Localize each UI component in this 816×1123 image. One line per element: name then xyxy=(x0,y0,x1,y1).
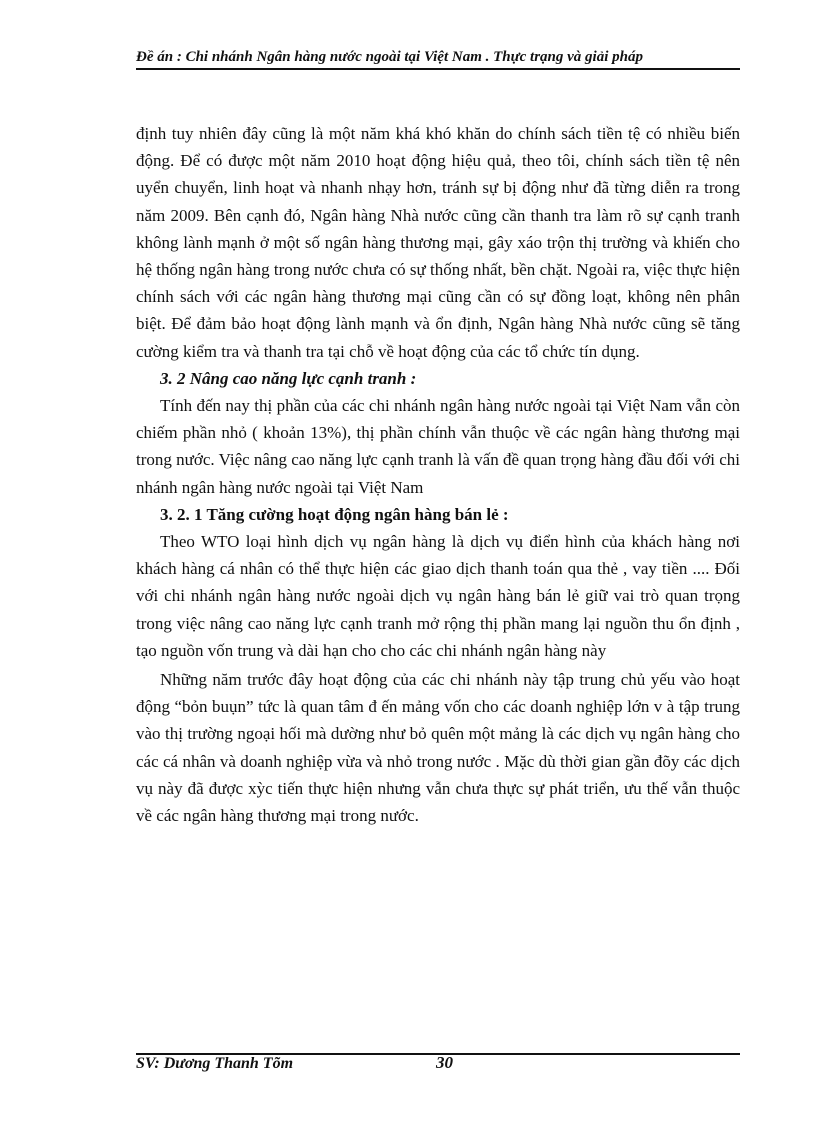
section-heading-3-2: 3. 2 Nâng cao năng lực cạnh tranh : xyxy=(160,368,417,388)
header-divider xyxy=(136,68,740,70)
paragraph-monetary-policy: định tuy nhiên đây cũng là một năm khá khó khăn do chính sách tiền tệ có nhiều biến động. Để có được một năm 2010 hoạt động hiệu quả, theo tôi, chính sách tiền tệ nên uyển chuyển, linh hoạt và nhanh nhạy hơn, tránh sự bị động như đã từng diễn ra trong năm 2009. Bên cạnh đó, Ngân hàng Nhà nước cũng cần thanh tra làm rõ sự cạnh tranh không lành mạnh ở một số ngân hàng thương mại, gây xáo trộn thị trường và khiến cho hệ thống ngân hàng trong nước chưa có sự thống nhất, bền chặt. Ngoài ra, việc thực hiện chính sách với các ngân hàng thương mại cũng cần có sự đồng loạt, không nên phân biệt. Để đảm bảo hoạt động lành mạnh và ổn định, Ngân hàng Nhà nước cũng sẽ tăng cường kiểm tra và thanh tra tại chỗ về hoạt động của các tổ chức tín dụng. xyxy=(136,124,740,361)
page-header-title: Đề án : Chi nhánh Ngân hàng nước ngoài tại Việt Nam . Thực trạng và giải pháp xyxy=(136,49,643,65)
document-body xyxy=(136,120,740,829)
footer-student-name: SV: Dương Thanh Tõm xyxy=(136,1055,294,1072)
paragraph-previous-years: Những năm trước đây hoạt động của các chi nhánh này tập trung chủ yếu vào hoạt động “bỏn buụn” tức là quan tâm đ ến mảng vốn cho các doanh nghiệp lớn v à tập trung vào thị trường ngoại hối mà dường như bỏ quên một mảng là các dịch vụ ngân hàng cho các cá nhân và doanh nghiệp vừa và nhỏ trong nước . Mặc dù thời gian gần đõy các dịch vụ này đã được xỳc tiến thực hiện nhưng vẫn chưa thực sự phát triển, ưu thế vẫn thuộc về các ngân hàng thương mại trong nước. xyxy=(136,670,740,826)
paragraph-retail-banking: Theo WTO loại hình dịch vụ ngân hàng là dịch vụ điển hình của khách hàng nơi khách hàng cá nhân có thể thực hiện các giao dịch thanh toán qua thẻ , vay tiền .... Đối với chi nhánh ngân hàng nước ngoài dịch vụ ngân hàng bán lẻ giữ vai trò quan trọng trong việc nâng cao năng lực cạnh tranh mở rộng thị phần mang lại nguồn thu ổn định , tạo nguồn vốn trung và dài hạn cho cho các chi nhánh ngân hàng này xyxy=(136,532,740,660)
paragraph-market-share: Tính đến nay thị phần của các chi nhánh ngân hàng nước ngoài tại Việt Nam vẫn còn chiếm phần nhỏ ( khoản 13%), thị phần chính vẫn thuộc về các ngân hàng thương mại trong nước. Việc nâng cao năng lực cạnh tranh là vấn đề quan trọng hàng đầu đối với chi nhánh ngân hàng nước ngoài tại Việt Nam xyxy=(136,396,740,497)
section-heading-3-2-1: 3. 2. 1 Tăng cường hoạt động ngân hàng bán lẻ : xyxy=(160,504,509,524)
page-number: 30 xyxy=(436,1053,453,1072)
